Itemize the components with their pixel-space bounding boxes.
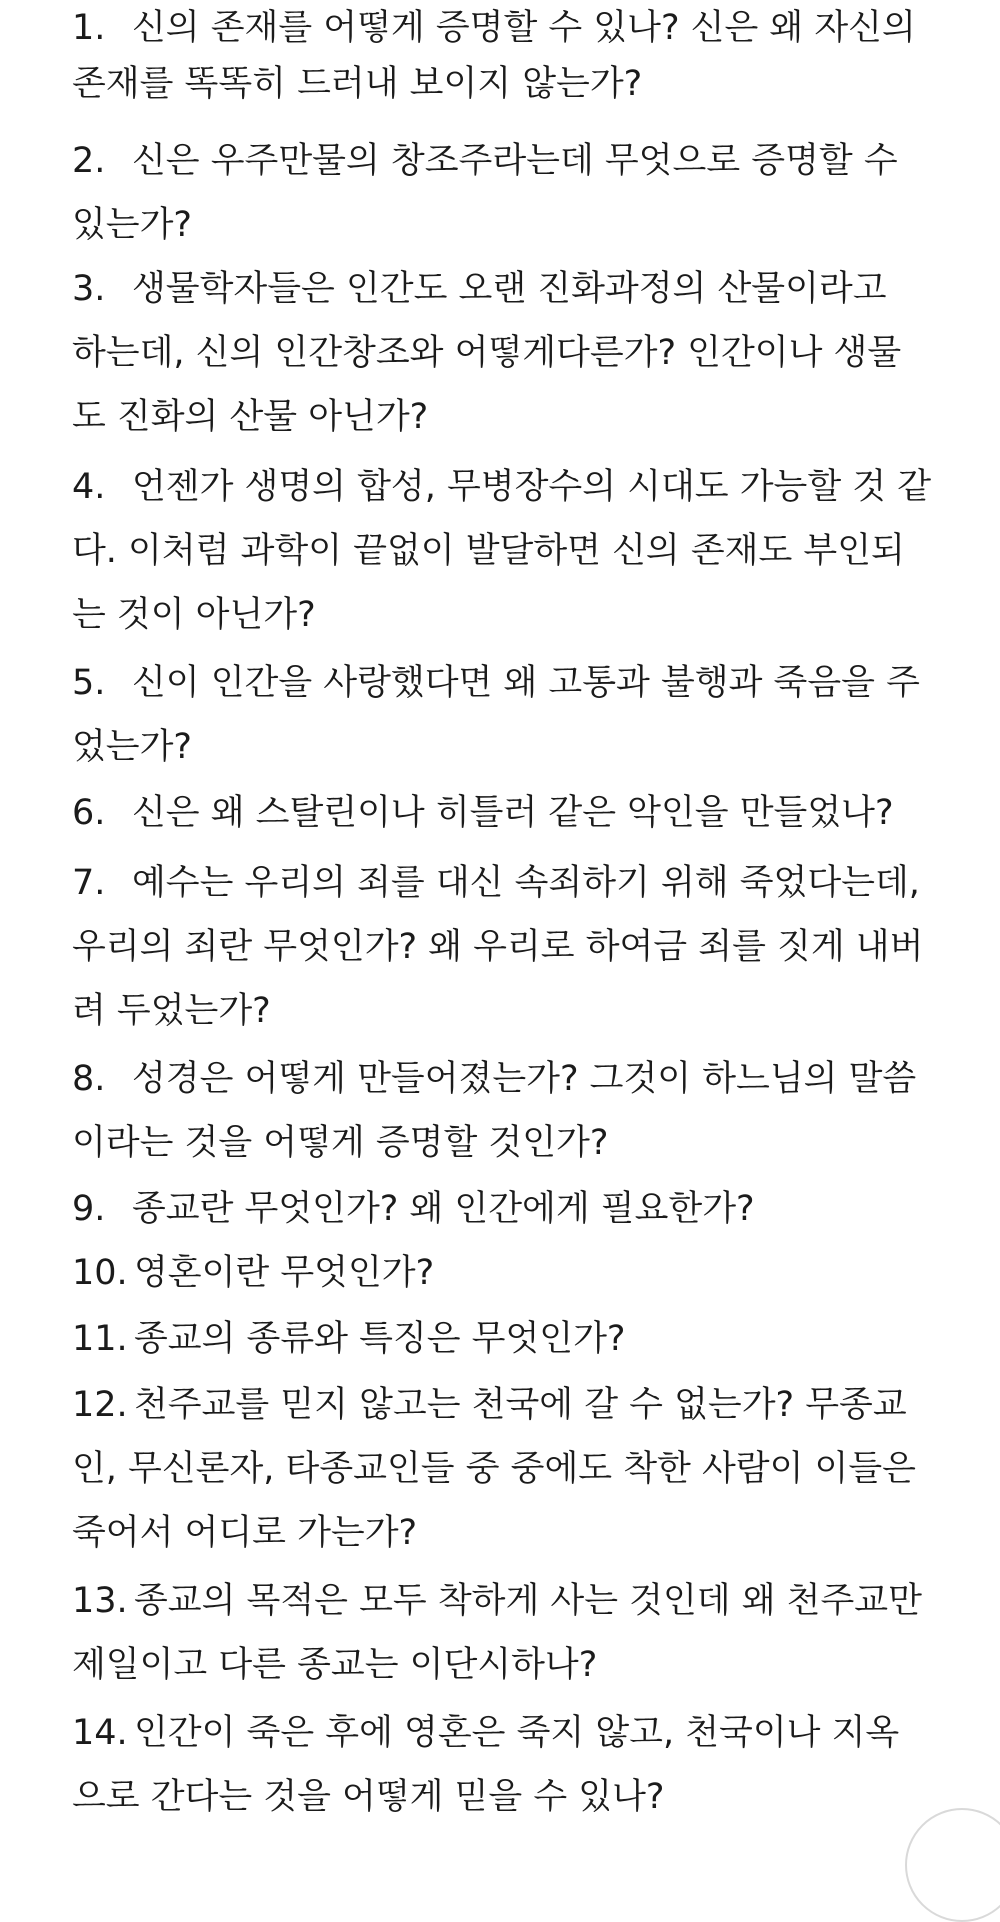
question-text: 종교의 종류와 특징은 무엇인가? (134, 1319, 626, 1359)
question-number: 13. (72, 1581, 128, 1621)
question-12-line-1 (72, 1372, 907, 1438)
question-text: 다. 이처럼 과학이 끝없이 발달하면 신의 존재도 부인되 (72, 531, 905, 571)
question-text: 제일이고 다른 종교는 이단시하나? (72, 1645, 598, 1685)
question-text: 우리의 죄란 무엇인가? 왜 우리로 하여금 죄를 짓게 내버 (72, 927, 924, 967)
question-5-line-2 (72, 714, 192, 780)
question-3-line-1 (72, 256, 887, 322)
question-8-line-2 (72, 1110, 608, 1176)
scroll-to-top-button[interactable] (905, 1808, 1000, 1922)
question-text: 생물학자들은 인간도 오랜 진화과정의 산물이라고 (132, 269, 887, 309)
question-text: 종교란 무엇인가? 왜 인간에게 필요한가? (132, 1189, 755, 1229)
question-text: 었는가? (72, 727, 193, 767)
question-13-line-1 (72, 1568, 922, 1634)
question-text: 예수는 우리의 죄를 대신 속죄하기 위해 죽었다는데, (132, 863, 920, 903)
question-14-line-1 (72, 1700, 899, 1766)
question-10-line-1 (72, 1240, 434, 1306)
question-text: 는 것이 아닌가? (72, 595, 316, 635)
question-7-line-2 (72, 914, 923, 980)
question-6-line-1 (72, 780, 894, 846)
question-number: 6. (72, 793, 106, 833)
question-text: 하는데, 신의 인간창조와 어떻게다른가? 인간이나 생물 (72, 333, 902, 373)
question-number: 4. (72, 467, 106, 507)
question-number: 7. (72, 863, 106, 903)
question-7-line-1 (72, 850, 920, 916)
question-text: 영혼이란 무엇인가? (134, 1253, 435, 1293)
question-2-line-2 (72, 192, 192, 258)
question-2-line-1 (72, 128, 898, 194)
question-text: 으로 간다는 것을 어떻게 믿을 수 있나? (72, 1777, 665, 1817)
question-number: 12. (72, 1385, 128, 1425)
question-number: 3. (72, 269, 106, 309)
question-9-line-1 (72, 1176, 755, 1242)
question-13-line-2 (72, 1632, 597, 1698)
question-1-line-2 (72, 51, 642, 117)
question-text: 신은 우주만물의 창조주라는데 무엇으로 증명할 수 (132, 141, 898, 181)
question-text: 신은 왜 스탈린이나 히틀러 같은 악인을 만들었나? (132, 793, 894, 833)
question-7-line-3 (72, 978, 271, 1044)
question-4-line-2 (72, 518, 905, 584)
question-number: 8. (72, 1059, 106, 1099)
question-text: 있는가? (72, 205, 193, 245)
question-4-line-1 (72, 454, 931, 520)
question-14-line-2 (72, 1764, 664, 1830)
question-text: 천주교를 믿지 않고는 천국에 갈 수 없는가? 무종교 (134, 1385, 907, 1425)
question-12-line-3 (72, 1500, 417, 1566)
question-3-line-3 (72, 384, 428, 450)
question-text: 죽어서 어디로 가는가? (72, 1513, 418, 1553)
question-text: 종교의 목적은 모두 착하게 사는 것인데 왜 천주교만 (134, 1581, 922, 1621)
question-4-line-3 (72, 582, 316, 648)
question-text: 도 진화의 산물 아닌가? (72, 397, 429, 437)
question-12-line-2 (72, 1436, 916, 1502)
question-5-line-1 (72, 650, 920, 716)
question-text: 성경은 어떻게 만들어졌는가? 그것이 하느님의 말씀 (132, 1059, 917, 1099)
question-number: 5. (72, 663, 106, 703)
question-number: 9. (72, 1189, 106, 1229)
question-text: 인, 무신론자, 타종교인들 중 중에도 착한 사람이 이들은 (72, 1449, 916, 1489)
question-text: 려 두었는가? (72, 991, 271, 1031)
question-8-line-1 (72, 1046, 916, 1112)
question-11-line-1 (72, 1306, 625, 1372)
question-text: 인간이 죽은 후에 영혼은 죽지 않고, 천국이나 지옥 (134, 1713, 900, 1753)
question-text: 신의 존재를 어떻게 증명할 수 있나? 신은 왜 자신의 (132, 8, 916, 48)
question-text: 언젠가 생명의 합성, 무병장수의 시대도 가능할 것 같 (132, 467, 932, 507)
question-text: 이라는 것을 어떻게 증명할 것인가? (72, 1123, 609, 1163)
question-text: 존재를 똑똑히 드러내 보이지 않는가? (72, 64, 643, 104)
question-number: 2. (72, 141, 106, 181)
question-text: 신이 인간을 사랑했다면 왜 고통과 불행과 죽음을 주 (132, 663, 920, 703)
question-number: 11. (72, 1319, 128, 1359)
question-number: 10. (72, 1253, 128, 1293)
question-number: 1. (72, 8, 106, 48)
question-number: 14. (72, 1713, 128, 1753)
question-3-line-2 (72, 320, 901, 386)
